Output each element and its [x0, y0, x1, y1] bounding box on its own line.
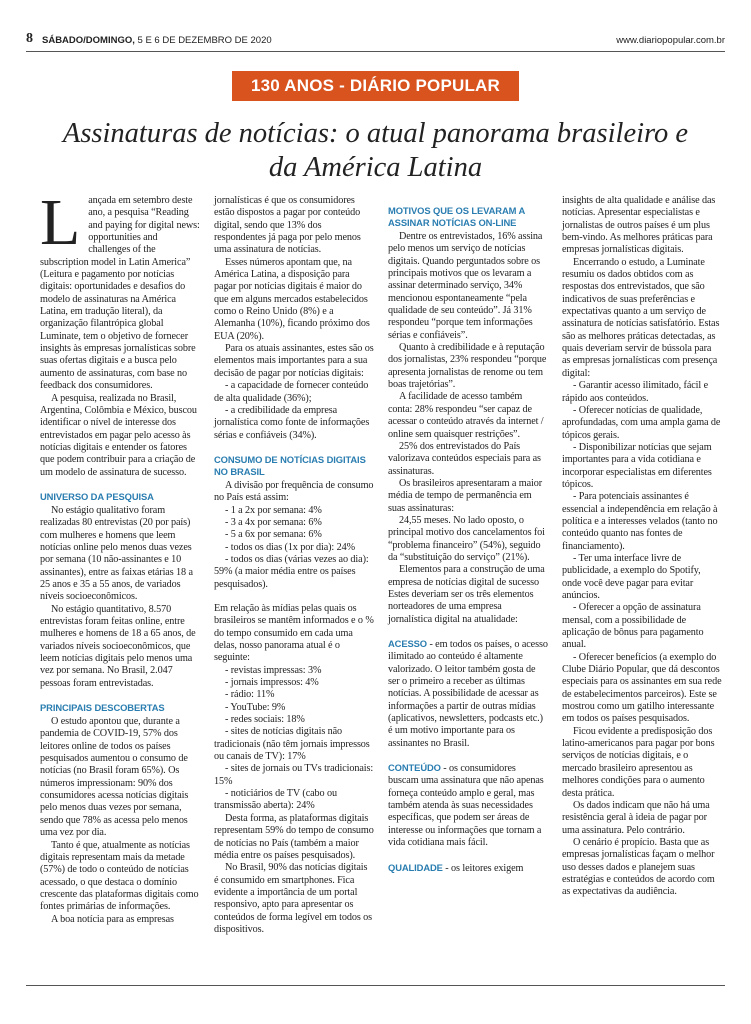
list-item: - YouTube: 9% — [225, 701, 286, 713]
list-item: - Ter uma interface livre de publicidade, a exemplo do Spotify, onde você deve pagar para evitar anúncios. — [562, 552, 701, 601]
list-item: - todos os dias (várias vezes ao dia): 59% (a maior média entre os países pesquisados). — [214, 553, 369, 590]
list-item: - Oferecer notícias de qualidade, aprofundadas, com uma ampla gama de tópicos gerais. — [562, 404, 721, 441]
subheading: CONSUMO DE NOTÍCIAS DIGITAIS NO BRASIL — [214, 453, 366, 477]
paragraph: No Brasil, 90% das notícias digitais é consumido em smartphones. Fica evidente a importância de um portal responsivo, apto para apresentar os conteúdos de forma legível em todos os dispositivos. — [214, 862, 373, 935]
paragraph: Esses números apontam que, na América Latina, a disposição para pagar por notícias digitais é maior do que em alguns mercados estabelecidos como o Reino Unido (8%) e a Alemanha (10%), ficando próximo dos EUA (20%). — [214, 256, 370, 342]
paragraph: O cenário é propício. Basta que as empresas jornalísticas façam o melhor uso desses dados e planejem suas estratégias e conteúdos de acordo com as expectativas da audiência. — [562, 836, 715, 898]
keyword-quality: QUALIDADE — [388, 861, 443, 873]
paragraph: 24,55 meses. No lado oposto, o principal motivo dos cancelamentos foi “problema financeiro” (54%), seguido da “substituição do serviço” (21%). — [388, 514, 545, 563]
paragraph: Encerrando o estudo, a Luminate resumiu os dados obtidos com as respostas dos entrevistados, que são indicativos de suas preferências e expectativas quanto a um serviço de assinatura de notícias satisfatório. Estas são as melhores práticas detectadas, as quais deveriam servir de bússola para as empresas jornalísticas com presença digital: — [562, 256, 720, 379]
list-item: - sites de notícias digitais não tradicionais (não têm jornais impressos ou canais de TV): 17% — [214, 726, 370, 763]
column-3 — [388, 195, 548, 875]
intro-text: ançada em setembro deste ano, a pesquisa “Reading and paying for digital news: opportunities and challenges of the subscription model in Latin America” (Leitura e pagamento por notícias digitais: oportunidades e desafios do modelo de assinaturas na América Latina, em tradução literal), da organização filantrópica global Luminate, tem o objetivo de fornecer insights às empresas jornalísticas sobre suas ofertas digitais e a busca pelo aumento de assinaturas, com base no feedback dos consumidores. — [40, 195, 200, 392]
paragraph: A divisão por frequência de consumo no País está assim: — [214, 479, 374, 504]
header-rule — [26, 51, 725, 52]
keyword-paragraph — [388, 638, 548, 750]
list-item: - 3 a 4x por semana: 6% — [225, 516, 322, 528]
list-item: - a capacidade de fornecer conteúdo de alta qualidade (36%); — [214, 380, 369, 404]
spacer — [388, 850, 548, 862]
paragraph: Para os atuais assinantes, estes são os elementos mais importantes para a sua decisão de pagar por notícias digitais: — [214, 343, 374, 379]
list-item: - 5 a 6x por semana: 6% — [225, 529, 322, 541]
paragraph: Tanto é que, atualmente as notícias digitais representam mais da metade (57%) de todo o conteúdo de notícias acessado, o que destaca o domínio crescente das plataformas digitais como fontes primárias de informações. — [40, 839, 199, 913]
paragraph: No estágio quantitativo, 8.570 entrevistas foram feitas online, entre mulheres e homens de 18 a 65 anos, de variados níveis socioeconômicos, que leem notícias digitais pelo menos uma vez por semana. No Brasil, 2.047 pessoas foram entrevistadas. — [40, 603, 196, 689]
keyword-access: ACESSO — [388, 638, 427, 649]
spacer — [388, 750, 548, 762]
list-item: - sites de jornais ou TVs tradicionais: 15% — [214, 763, 374, 787]
keyword-paragraph — [388, 862, 548, 875]
paragraph: Os brasileiros apresentaram a maior média de tempo de permanência em suas assinaturas: — [388, 477, 543, 514]
keyword-paragraph — [388, 762, 548, 849]
keyword-content: CONTEÚDO — [388, 762, 441, 774]
paragraph: A pesquisa, realizada no Brasil, Argentina, Colômbia e México, buscou identificar o nível de interesse dos entrevistados em pagar pelo acesso às notícias digitais e entender os fatores que podem contribuir para a criação de um modelo de assinatura de sucesso. — [40, 392, 197, 478]
site-url: www.diariopopular.com.br — [616, 35, 725, 46]
day-label: SÁBADO/DOMINGO, — [42, 35, 135, 46]
spacer — [388, 626, 548, 638]
list-item: - revistas impressas: 3% — [225, 664, 322, 676]
list-item: - jornais impressos: 4% — [225, 677, 319, 689]
list-item: - 1 a 2x por semana: 4% — [225, 504, 322, 516]
column-1 — [40, 186, 200, 926]
paragraph: Desta forma, as plataformas digitais representam 59% do tempo de consumo de notícias no País (também a maior média entre os países pesquisados). — [214, 812, 374, 861]
paragraph: insights de alta qualidade e análise das notícias. Apresentar especialistas e jornalistas de outros países é um plus bem-vindo. As melhores práticas para empresas jornalísticas digitais. — [562, 195, 716, 256]
date-label: 5 E 6 DE DEZEMBRO DE 2020 — [134, 35, 272, 46]
list-item: - Para potenciais assinantes é essencial a independência em relação à política e a interesses velados (tanto no conteúdo quanto nas fontes de financiamento). — [562, 491, 718, 552]
paragraph: A boa notícia para as empresas — [51, 913, 174, 925]
page-header — [26, 31, 725, 48]
footer-rule — [26, 985, 725, 986]
paragraph: Em relação às mídias pelas quais os brasileiros se mantêm informados e o % do tempo consumido em cada uma delas, nosso panorama atual é o seguinte: — [214, 602, 374, 664]
paragraph: No estágio qualitativo foram realizadas 80 entrevistas (20 por país) com mulheres e homens que leem notícias online pelo menos duas vezes por semana (10 não-assinantes e 10 assinantes), entre as faixas etárias 18 a 25 anos e 35 a 55 anos, de variados níveis socioeconômicos. — [40, 504, 193, 603]
intro-paragraph — [40, 186, 200, 393]
paragraph: O estudo apontou que, durante a pandemia de COVID-19, 57% dos leitores online de todos os países pesquisados aumentou o consumo de notícias (no Brasil foram 65%). Os números impressionam: 90% dos consumidores acessa notícias digitais pelo menos duas vezes por semana, sendo que 78% as acessa pelo menos uma vez por dia. — [40, 716, 189, 839]
paragraph: 25% dos entrevistados do País valorizava conteúdos especiais para as assinaturas. — [388, 440, 541, 477]
paragraph: A facilidade de acesso também conta: 28% respondeu “ser capaz de acessar o conteúdo através da internet / online sem quaisquer restrições”. — [388, 391, 544, 440]
list-item: - Disponibilizar notícias que sejam importantes para a vida cotidiana e incorporar especialistas em diferentes tópicos. — [562, 441, 712, 490]
keyword-text: - os consumidores buscam uma assinatura que não apenas forneça conteúdo amplo e geral, mas também atenda às suas necessidades específicas, que podem ser áreas de interesse ou informações que tornam a vida cotidiana mais fácil. — [388, 763, 544, 849]
subheading: PRINCIPAIS DESCOBERTAS — [40, 702, 165, 714]
list-item: - todos os dias (1x por dia): 24% — [225, 541, 355, 553]
list-item: - rádio: 11% — [225, 689, 275, 701]
list-item: - Garantir acesso ilimitado, fácil e rápido aos conteúdos. — [562, 380, 709, 404]
paragraph: Os dados indicam que não há uma resistência geral à ideia de pagar por uma assinatura. Pelo contrário. — [562, 799, 710, 836]
list-item: - noticiários de TV (cabo ou transmissão aberta): 24% — [214, 788, 337, 812]
list-item: - Oferecer a opção de assinatura mensal, com a possibilidade de aplicação de bônus para pagamento anual. — [562, 602, 704, 651]
page-number: 8 — [26, 31, 33, 46]
subheading: MOTIVOS QUE OS LEVARAM A ASSINAR NOTÍCIAS ON-LINE — [388, 205, 525, 228]
paragraph: Elementos para a construção de uma empresa de notícias digital de sucesso Estes deveriam ser os três elementos norteadores de uma empresa jornalística digital na atualidade: — [388, 564, 545, 625]
keyword-text: - em todos os países, o acesso ilimitado ao conteúdo é altamente valorizado. O leitor também gosta de ser o primeiro a receber as últimas notícias. A possibilidade de acessar as informações a partir de outras mídias (aplicativos, newsletters, podcasts etc.) é um motivo importante para os assinantes no Brasil. — [388, 639, 548, 749]
list-item: - redes sociais: 18% — [225, 714, 305, 726]
list-item: - a credibilidade da empresa jornalística como fonte de informações sérias e confiáveis (34%). — [214, 404, 370, 441]
dateline — [42, 35, 272, 46]
column-4 — [562, 195, 722, 899]
paragraph: Quanto à credibilidade e à reputação dos jornalistas, 23% respondeu “porque apresenta jornalistas de renome ou tem boas trajetórias”. — [388, 342, 547, 391]
subheading: UNIVERSO DA PESQUISA — [40, 490, 154, 502]
column-2 — [214, 195, 374, 936]
headline: Assinaturas de notícias: o atual panorama brasileiro e da América Latina — [62, 118, 689, 183]
paragraph: Ficou evidente a predisposição dos latino-americanos para pagar por bons serviços de notícias digitais, e o mercado brasileiro apresentou as melhores condições para o aumento desta prática. — [562, 725, 715, 799]
paragraph: Dentre os entrevistados, 16% assina pelo menos um serviço de notícias digitais. Quando perguntados sobre os principais motivos que os levaram a assinar determinado serviço, 34% mencionou espontaneamente “pela qualidade de seu conteúdo”. Já 31% respondeu “porque tem informações sérias e confiáveis”. — [388, 231, 543, 341]
drop-cap: L — [40, 186, 81, 259]
paragraph: jornalísticas é que os consumidores estão dispostos a pagar por conteúdo digital, sendo que 13% dos respondentes já paga por pelo menos uma assinatura de notícias. — [214, 195, 361, 256]
section-banner: 130 ANOS - DIÁRIO POPULAR — [232, 71, 519, 101]
keyword-text: - os leitores exigem — [442, 862, 524, 874]
list-item: - Oferecer benefícios (a exemplo do Clube Diário Popular, que dá descontos especiais para os assinantes em sua rede de estabelecimentos parceiros). Este se mostrou como um gatilho interessante em todos os países pesquisados. — [562, 651, 722, 725]
spacer — [214, 591, 374, 603]
